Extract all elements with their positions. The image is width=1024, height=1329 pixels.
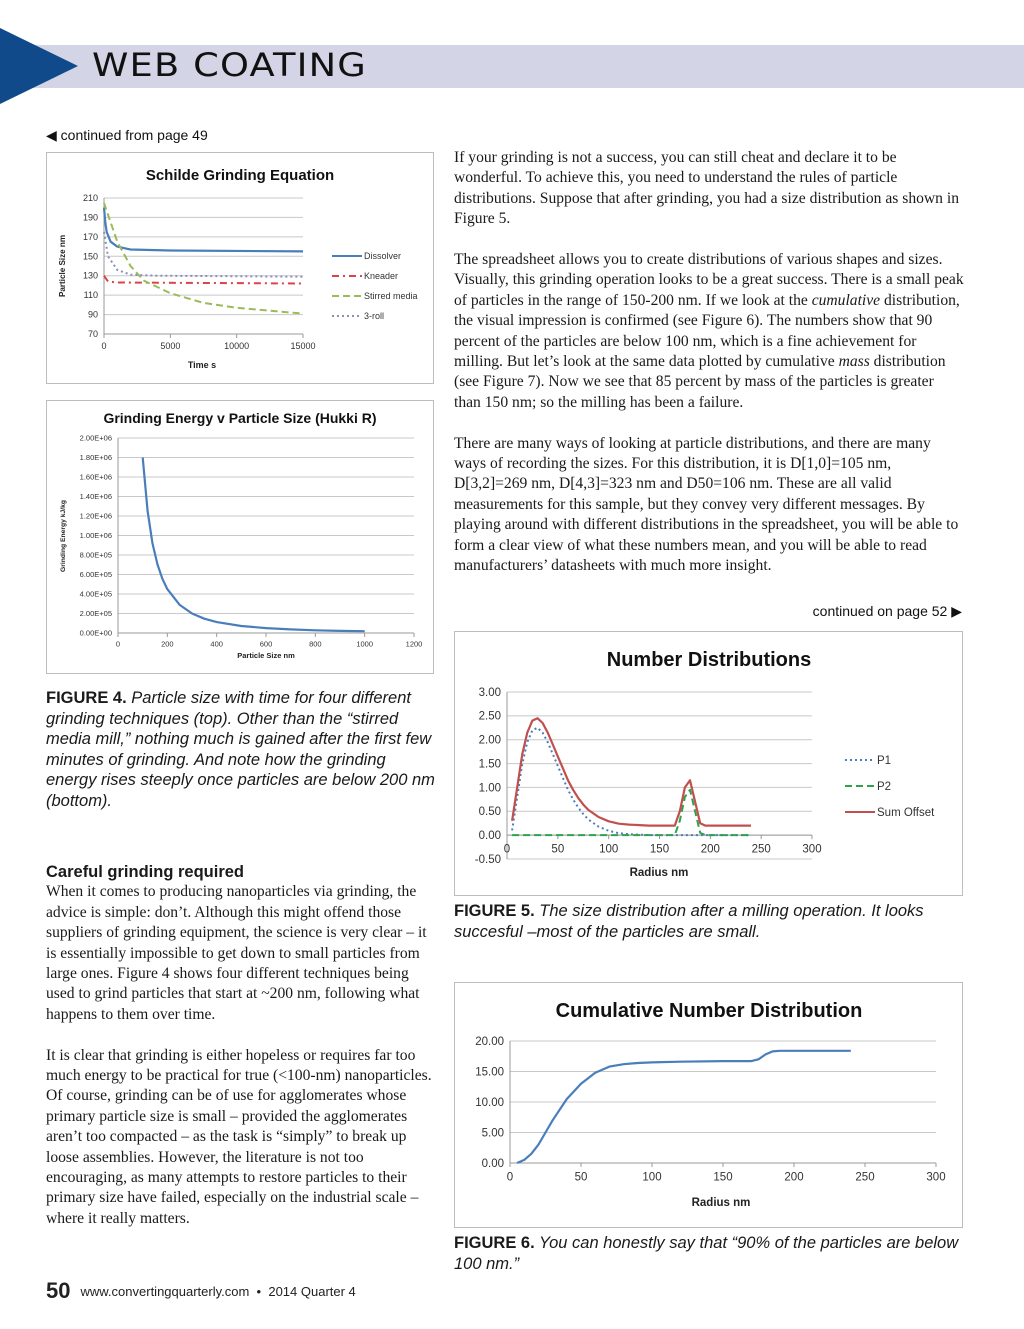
caption-label: FIGURE 6. (454, 1234, 535, 1252)
x-tick-label: 300 (926, 1171, 946, 1184)
left-body (46, 862, 432, 1250)
number-distribution-svg (455, 632, 962, 895)
paragraph: If your grinding is not a success, you can still cheat and declare it to be wonderful. To achieve this, you need to understand the rules of particle distributions. Suppose that after grinding, you had a size distribution as shown in Figure 5. (454, 149, 960, 228)
y-tick-label: 4.00E+05 (79, 589, 112, 599)
series-line-3-roll (104, 232, 303, 277)
continued-on[interactable]: continued on page 52 ▶ (812, 603, 962, 619)
y-tick-label: 0.00 (478, 829, 501, 842)
continued-from-text: continued from page 49 (60, 127, 208, 143)
y-tick-label: 1.60E+06 (79, 472, 112, 482)
x-tick-label: 10000 (224, 341, 250, 351)
legend-label: P2 (877, 780, 892, 793)
header-triangle (0, 28, 78, 104)
y-tick-label: 2.00E+06 (79, 433, 112, 443)
paragraph: When it comes to producing nanoparticles via grinding, the advice is simple: don’t. Although this might offend those suppliers of grinding equipment, the science is very clear – it is essentially impossible to get down to small particles from large ones. Figure 4 shows four different techniques being used to grind particles that start at ~200 nm, following what happens to them over time. (46, 883, 427, 1023)
y-tick-label: 2.50 (478, 710, 501, 723)
caption-label: FIGURE 4. (46, 689, 127, 707)
y-tick-label: 150 (82, 251, 98, 262)
figure-6-chart (454, 982, 963, 1228)
chart-title: Number Distributions (606, 649, 812, 671)
x-tick-label: 150 (649, 843, 670, 856)
figure-4-caption (46, 688, 436, 811)
x-tick-label: 200 (700, 843, 720, 856)
y-tick-label: 3.00 (478, 686, 501, 699)
caption-text: You can honestly say that “90% of the particles are below 100 nm.” (454, 1234, 959, 1273)
y-tick-label: 5.00 (481, 1127, 504, 1140)
y-axis-label: Grinding Energy kJ/kg (60, 499, 67, 573)
chart-title: Schilde Grinding Equation (145, 167, 335, 184)
y-tick-label: 1.50 (478, 758, 501, 771)
footer (46, 1278, 356, 1304)
x-axis-label: Radius nm (629, 867, 689, 879)
caption-label: FIGURE 5. (454, 902, 535, 920)
y-tick-label: 2.00 (478, 734, 501, 747)
x-tick-label: 400 (210, 639, 223, 649)
y-tick-label: 10.00 (475, 1096, 504, 1109)
x-tick-label: 50 (551, 843, 565, 856)
emphasis: mass (838, 353, 870, 371)
x-tick-label: 0 (115, 639, 121, 649)
continued-from[interactable]: ◀ continued from page 49 (46, 127, 208, 143)
y-tick-label: 6.00E+05 (79, 570, 112, 579)
x-tick-label: 15000 (290, 341, 316, 351)
series-line-hukki (143, 458, 365, 632)
y-tick-label: 8.00E+05 (79, 550, 112, 560)
y-tick-label: 1.20E+06 (79, 511, 112, 521)
paragraph: It is clear that grinding is either hopeless or requires far too much energy to be practical for true (<100-nm) nanoparticles. Of course, grinding can be of use for agglomerates whose primary particle size is small – provided the agglomerates aren’t too compacted – as the task is “simply” to break up loose assemblies. However, the literature is not too encouraging, as many attempts to restore particles to their primary size have failed, especially on the industrial scale – where it really matters. (46, 1046, 432, 1227)
x-tick-label: 200 (784, 1171, 804, 1184)
legend-label: P1 (877, 754, 892, 767)
y-tick-label: 1.00E+06 (79, 531, 112, 540)
x-tick-label: 800 (309, 639, 322, 649)
x-tick-label: 250 (751, 843, 771, 856)
x-axis-label: Particle Size nm (237, 651, 295, 660)
x-tick-label: 0 (506, 1171, 514, 1184)
y-tick-label: 130 (82, 270, 98, 281)
continued-on-text: continued on page 52 (812, 603, 948, 619)
x-tick-label: 100 (642, 1171, 662, 1184)
figure-6-caption (454, 1233, 964, 1274)
series-line-dissolver (104, 208, 303, 252)
y-tick-label: 190 (82, 212, 98, 223)
y-tick-label: 110 (83, 290, 98, 301)
y-tick-label: 15.00 (475, 1066, 504, 1079)
x-tick-label: 150 (713, 1171, 733, 1184)
series-line-p2 (512, 790, 751, 835)
x-tick-label: 100 (599, 843, 619, 856)
figure-5-chart (454, 631, 963, 896)
x-axis-label: Time s (187, 360, 217, 370)
y-tick-label: 20.00 (475, 1035, 504, 1048)
series-line-kneader (104, 276, 303, 284)
section-heading: Careful grinding required (46, 863, 245, 881)
x-tick-label: 600 (259, 639, 273, 649)
page-number: 50 (46, 1278, 71, 1303)
text: The spreadsheet allows you to create distributions of various shapes and sizes. Visually, this grinding operation looks to be a great success. There is a small peak of particles in the range of 150-200 nm. If we look at the (454, 251, 964, 309)
y-tick-label: 1.40E+06 (79, 492, 112, 501)
series-line-p1 (512, 728, 751, 835)
y-tick-label: 0.50 (478, 806, 501, 819)
y-tick-label: 90 (87, 309, 98, 320)
series-line-stirred-media (104, 203, 303, 314)
paragraph: There are many ways of looking at particle distributions, and there are many ways of recording the sizes. For this distribution, it is D[1,0]=105 nm, D[3,2]=269 nm, D[4,3]=323 nm and D50=106 nm. These are all valid measurements for this sample, but they convey very different messages. By playing around with different distributions in the spreadsheet, you will be able to form a clear view of what these numbers mean, and you will be able to read manufacturers’ datasheets with much more insight. (454, 434, 959, 575)
x-tick-label: 50 (574, 1171, 588, 1184)
x-tick-label: 0 (503, 843, 511, 856)
paragraph (454, 250, 964, 413)
figure-5-caption (454, 901, 964, 942)
x-tick-label: 300 (802, 843, 822, 856)
legend-label: Stirred media (364, 291, 418, 301)
footer-url[interactable]: www.convertingquarterly.com (80, 1284, 250, 1299)
series-line-sum-offset (512, 718, 751, 825)
section-title: WEB COATING (92, 46, 367, 84)
hukki-chart-svg (47, 401, 433, 673)
x-tick-label: 250 (855, 1171, 875, 1184)
x-tick-label: 1200 (405, 639, 423, 649)
text: distribution (see Figure 7). Now we see that 85 percent by mass of the particles is greater than 150 nm; so the milling has been a failure. (454, 353, 946, 411)
y-tick-label: 0.00 (481, 1157, 504, 1170)
y-tick-label: 1.00 (478, 782, 501, 795)
cumulative-chart-svg (455, 983, 962, 1227)
legend-label: Dissolver (364, 251, 402, 261)
text: distribution, the visual impression is confirmed (see Figure 6). The numbers show that 90 percent of the particles are below 100 nm, which is a fine achievement for milling. But let’s look at the same data plotted by cumulative (454, 291, 960, 371)
chart-title: Cumulative Number Distribution (555, 1000, 863, 1022)
emphasis: cumulative (811, 291, 881, 309)
y-tick-label: 2.00E+05 (79, 609, 112, 618)
y-tick-label: 1.80E+06 (79, 453, 112, 462)
x-tick-label: 5000 (160, 341, 181, 351)
footer-separator: • (256, 1284, 262, 1299)
footer-issue: 2014 Quarter 4 (268, 1284, 356, 1299)
series-line-cumulative (517, 1051, 851, 1163)
x-tick-label: 0 (101, 341, 107, 351)
x-tick-label: 200 (161, 639, 174, 649)
y-tick-label: 0.00E+00 (79, 628, 112, 638)
caption-text: The size distribution after a milling operation. It looks succesful –most of the particles are small. (454, 902, 924, 941)
figure-4-top-chart (46, 152, 434, 384)
y-axis-label: Particle Size nm (58, 234, 67, 298)
chart-title: Grinding Energy v Particle Size (Hukki R) (103, 410, 377, 426)
y-tick-label: 210 (82, 193, 98, 203)
caption-text: Particle size with time for four different grinding techniques (top). Other than the “stirred media mill,” nothing much is gained after the first few minutes of grinding. And note how the grinding energy rises steeply once particles are below 200 nm (bottom). (46, 689, 435, 810)
right-body (454, 148, 964, 597)
legend-label: 3-roll (364, 311, 385, 321)
schilde-chart-svg (47, 153, 433, 383)
x-axis-label: Radius nm (691, 1197, 751, 1209)
legend-label: Sum Offset (877, 806, 935, 819)
y-tick-label: 70 (87, 329, 98, 339)
y-tick-label: 170 (82, 231, 98, 242)
y-tick-label: -0.50 (474, 853, 501, 866)
x-tick-label: 1000 (356, 639, 374, 649)
legend-label: Kneader (364, 271, 399, 281)
figure-4-bottom-chart (46, 400, 434, 674)
